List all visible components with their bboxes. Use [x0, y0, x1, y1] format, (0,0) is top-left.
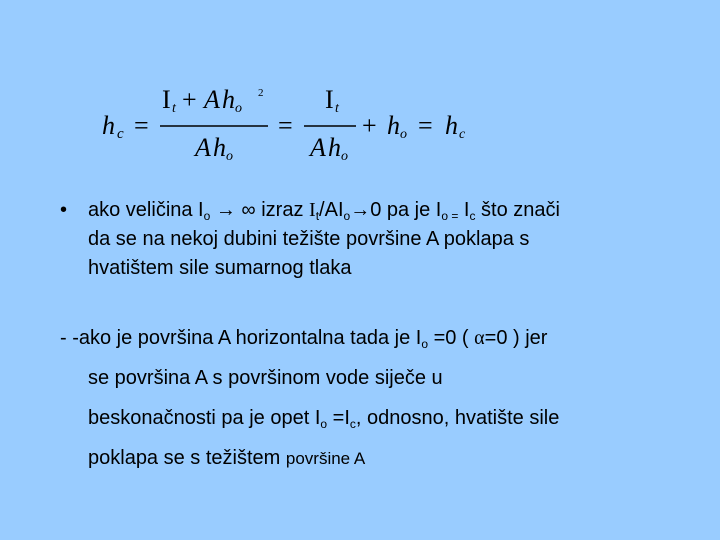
- formula-h3: h: [445, 111, 458, 140]
- text-segment: →0 pa je I: [350, 199, 442, 221]
- formula-hc: h: [102, 111, 115, 140]
- text-segment: što znači: [475, 199, 560, 221]
- dash-paragraph: [60, 326, 559, 486]
- formula-A-den: A: [195, 133, 211, 162]
- formula-eq2: =: [278, 111, 293, 140]
- formula-o-den: o: [226, 149, 233, 164]
- dash-line-4: [60, 446, 559, 486]
- text-segment: =0 ) jer: [484, 327, 548, 349]
- text-segment: površine A: [285, 449, 366, 468]
- subscript: o: [343, 209, 351, 223]
- formula-eq: =: [134, 111, 149, 140]
- formula-h2: h: [387, 111, 400, 140]
- text-segment: ako veličina I: [88, 199, 204, 221]
- formula-t2: t: [335, 101, 339, 116]
- formula-svg: [100, 84, 480, 164]
- formula-o: o: [235, 101, 242, 116]
- formula-A: A: [204, 85, 220, 114]
- text-segment: beskonačnosti pa je opet I: [88, 407, 321, 429]
- text-segment: /AI: [319, 199, 344, 221]
- text-segment: I: [458, 199, 470, 221]
- formula-t: t: [172, 101, 176, 116]
- bullet-icon: •: [60, 199, 68, 221]
- formula-sq: 2: [258, 87, 264, 99]
- subscript: c: [469, 209, 476, 223]
- text-segment: =0 (: [428, 327, 475, 349]
- dash-line-1: [60, 326, 559, 366]
- formula-o-den2: o: [341, 149, 348, 164]
- bullet-paragraph: [60, 198, 560, 285]
- dash-line-3: [60, 406, 559, 446]
- text-segment: - -ako je površina A horizontalna tada je I: [60, 327, 422, 349]
- subscript: o: [203, 209, 211, 223]
- formula-h-den: h: [213, 133, 226, 162]
- text-segment: , odnosno, hvatište sile: [355, 407, 560, 429]
- text-segment: =I: [327, 407, 350, 429]
- subscript: o: [421, 337, 429, 351]
- bullet-line-1: [60, 198, 560, 227]
- formula-hc-sub: c: [117, 126, 124, 142]
- bullet-line-2: da se na nekoj dubini težište površine A poklapa s: [88, 228, 530, 250]
- formula-h: h: [222, 85, 235, 114]
- formula-eq3: =: [418, 111, 433, 140]
- formula-c3: c: [459, 127, 466, 142]
- formula-h-den2: h: [328, 133, 341, 162]
- formula-plus: +: [182, 85, 197, 114]
- formula: [100, 84, 480, 164]
- subscript: c: [349, 417, 356, 431]
- text-segment: I: [309, 199, 316, 221]
- formula-I: I: [162, 85, 171, 114]
- text-segment: poklapa se s težištem: [88, 447, 286, 469]
- dash-line-2: se površina A s površinom vode siječe u: [88, 367, 443, 389]
- formula-plus2: +: [362, 111, 377, 140]
- alpha-symbol: α: [474, 327, 485, 349]
- formula-A-den2: A: [310, 133, 326, 162]
- text-segment: → ∞ izraz: [210, 199, 310, 221]
- subscript: o: [320, 417, 328, 431]
- subscript: o =: [441, 209, 459, 223]
- bullet-line-3: hvatištem sile sumarnog tlaka: [88, 257, 352, 279]
- formula-I2: I: [325, 85, 334, 114]
- formula-o2: o: [400, 127, 407, 142]
- subscript: t: [315, 209, 320, 223]
